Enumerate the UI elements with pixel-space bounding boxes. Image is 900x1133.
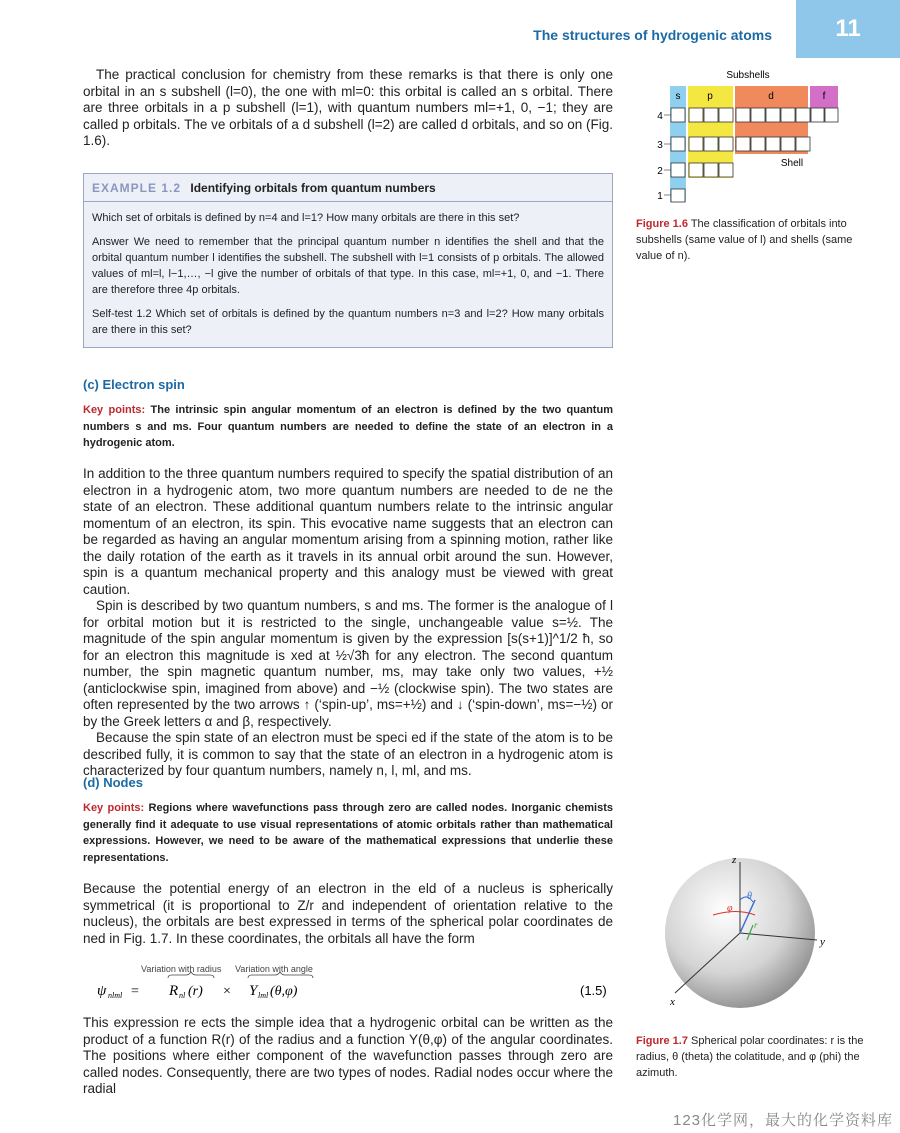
y-axis-label: y [820,936,825,948]
col-label-p: p [707,91,713,102]
col-label-f: f [822,91,826,102]
col-label-s: s [675,91,681,102]
example-heading [84,174,612,202]
section-heading-nodes: (d) Nodes [83,775,143,790]
example-box [83,173,613,348]
example-answer: Answer We need to remember that the principal quantum number n identifies the shell and that the orbital quantum number l identifies the subshell. The subshell with l=1 consists of p orbitals. The allowed values of ml=l, l−1,…, −l give the number of orbitals of that type. In this case, ml=+1, 0, and −1. There are therefore three 4p orbitals. [92,236,604,296]
theta-label: θ [747,891,752,902]
page-number: 11 [796,0,900,58]
footer-watermark: 123化学网，最大的化学资料库 [673,1112,894,1129]
nodes-body [83,881,613,947]
eq-times: × [223,984,231,999]
subshells-title: Subshells [726,70,770,81]
figure-1-6-caption [636,216,866,264]
eq-equals: = [131,984,139,999]
figure-1-6-label: Figure 1.6 [636,218,688,230]
key-points-text: Regions where wavefunctions pass through zero are called nodes. Inorganic chemists generally find it adequate to use visual representations of atomic orbitals rather than mathematical expressions. However, we need to be aware of the mathematical expressions that underlie these representations. [83,802,613,864]
spin-paragraph-3: Because the spin state of an electron must be speci ed if the state of the atom is to be described fully, it is common to say that the state of an electron in a hydrogenic atom is characterized by four quantum numbers, namely n, l, ml, and ms. [83,730,613,778]
eq-number: (1.5) [580,983,607,998]
example-self-test: Self-test 1.2 Which set of orbitals is defined by the quantum numbers n=3 and l=2? How many orbitals are there in this set? [92,308,604,336]
spin-paragraph-1: In addition to the three quantum numbers required to specify the spatial distribution of an electron in a hydrogenic atom, two more quantum numbers are needed to de ne the state of an electron. These additional quantum numbers relate to the intrinsic angular momentum of an electron, its spin. This evocative name suggests that an electron can be regarded as having an angular momentum arising from a spinning motion, rather like the daily rotation of the earth as it travels in its annual orbit around the sun. However, spin is a quantum mechanical property and this analogy must be viewed with great caution. [83,466,613,597]
equation-1-5 [83,962,613,1010]
section-heading-spin: (c) Electron spin [83,377,185,392]
row-label-1: 1 [657,191,663,202]
row-label-4: 4 [657,111,663,122]
figure-1-6-diagram [652,66,852,206]
nodes-paragraph-2: This expression re ects the simple idea that a hydrogenic orbital can be written as the product of a function R(r) of the radius and a function Y(θ,φ) of the angular coordinates. The positions where either component of the wavefunction passes through zero are called nodes. Consequently, there are two types of nodes. Radial nodes occur where the radial [83,1015,613,1096]
eq-Y-sub: lml [258,991,269,1000]
nodes-body-2 [83,1015,613,1098]
row-label-3: 3 [657,140,663,151]
key-points-nodes [83,800,613,866]
shell-label: Shell [780,158,804,169]
key-points-text: The intrinsic spin angular momentum of an electron is defined by the two quantum numbers s and ms. Four quantum numbers are needed to define the state of an electron in a hydrogenic atom. [83,404,613,449]
figure-1-7-caption [636,1033,866,1081]
figure-1-6-text: The classification of orbitals into subshells (same value of l) and shells (same value of n). [636,218,853,262]
figure-1-7-text: Spherical polar coordinates: r is the radius, θ (theta) the colatitude, and φ (phi) the azimuth. [636,1035,864,1079]
intro-paragraph: The practical conclusion for chemistry from these remarks is that there is only one orbital in an s subshell (l=0), the one with ml=0: this orbital is called an s orbital. There are three orbitals in a p subshell (l=1), with quantum numbers ml=+1, 0, −1; they are called p orbitals. The ve orbitals of a d subshell (l=2) are called d orbitals, and so on (Fig. 1.6). [83,67,613,148]
eq-label-angle: Variation with angle [235,964,313,974]
x-axis-label: x [670,996,675,1008]
r-label: r [754,920,758,930]
key-points-spin [83,402,613,452]
eq-label-radius: Variation with radius [141,964,222,974]
eq-R-arg: (r) [188,984,203,999]
intro-section [83,67,613,150]
z-axis-label: z [732,854,737,866]
col-label-d: d [768,91,774,102]
example-title: Identifying orbitals from quantum numbers [190,181,436,195]
key-points-label: Key points: [83,802,145,814]
phi-label: φ [727,903,733,914]
nodes-paragraph-1: Because the potential energy of an electron in the eld of a nucleus is spherically symmetrical (it is proportional to Z/r and independent of orientation relative to the nucleus), the orbitals are best expressed in terms of the spherical polar coordinates de ned in Fig. 1.7. In these coordinates, the orbitals all have the form [83,881,613,946]
key-points-label: Key points: [83,404,146,416]
eq-R-sub: nl [179,991,186,1000]
example-tag: EXAMPLE 1.2 [92,181,182,195]
spin-paragraph-2: Spin is described by two quantum numbers, s and ms. The former is the analogue of l for orbital motion but it is restricted to the single, unchangeable value s=½. The magnitude of the spin angular momentum is given by the expression [s(s+1)]^1/2 ħ, so for an electron this magnitude is xed at ½√3ħ for any electron. The second quantum number, the spin magnetic quantum number, ms, may take only two values, +½ (anticlockwise spin, imagined from above) and −½ (clockwise spin). The two states are often represented by the two arrows ↑ (‘spin-up’, ms=+½) and ↓ (‘spin-down’, ms=−½) or by the Greek letters α and β, respectively. [83,598,613,729]
eq-psi-sub: nlml [108,991,123,1000]
eq-Y: Y [249,983,258,999]
spin-body [83,466,613,780]
figure-1-7-label: Figure 1.7 [636,1035,688,1047]
eq-R: R [169,983,179,999]
figure-1-7-diagram [655,850,855,1010]
eq-Y-arg: (θ,φ) [270,984,298,999]
running-head: The structures of hydrogenic atoms [533,27,772,43]
example-question: Which set of orbitals is defined by n=4 and l=1? How many orbitals are there in this set? [92,212,520,224]
eq-psi: ψ [97,983,107,999]
row-label-2: 2 [657,166,663,177]
